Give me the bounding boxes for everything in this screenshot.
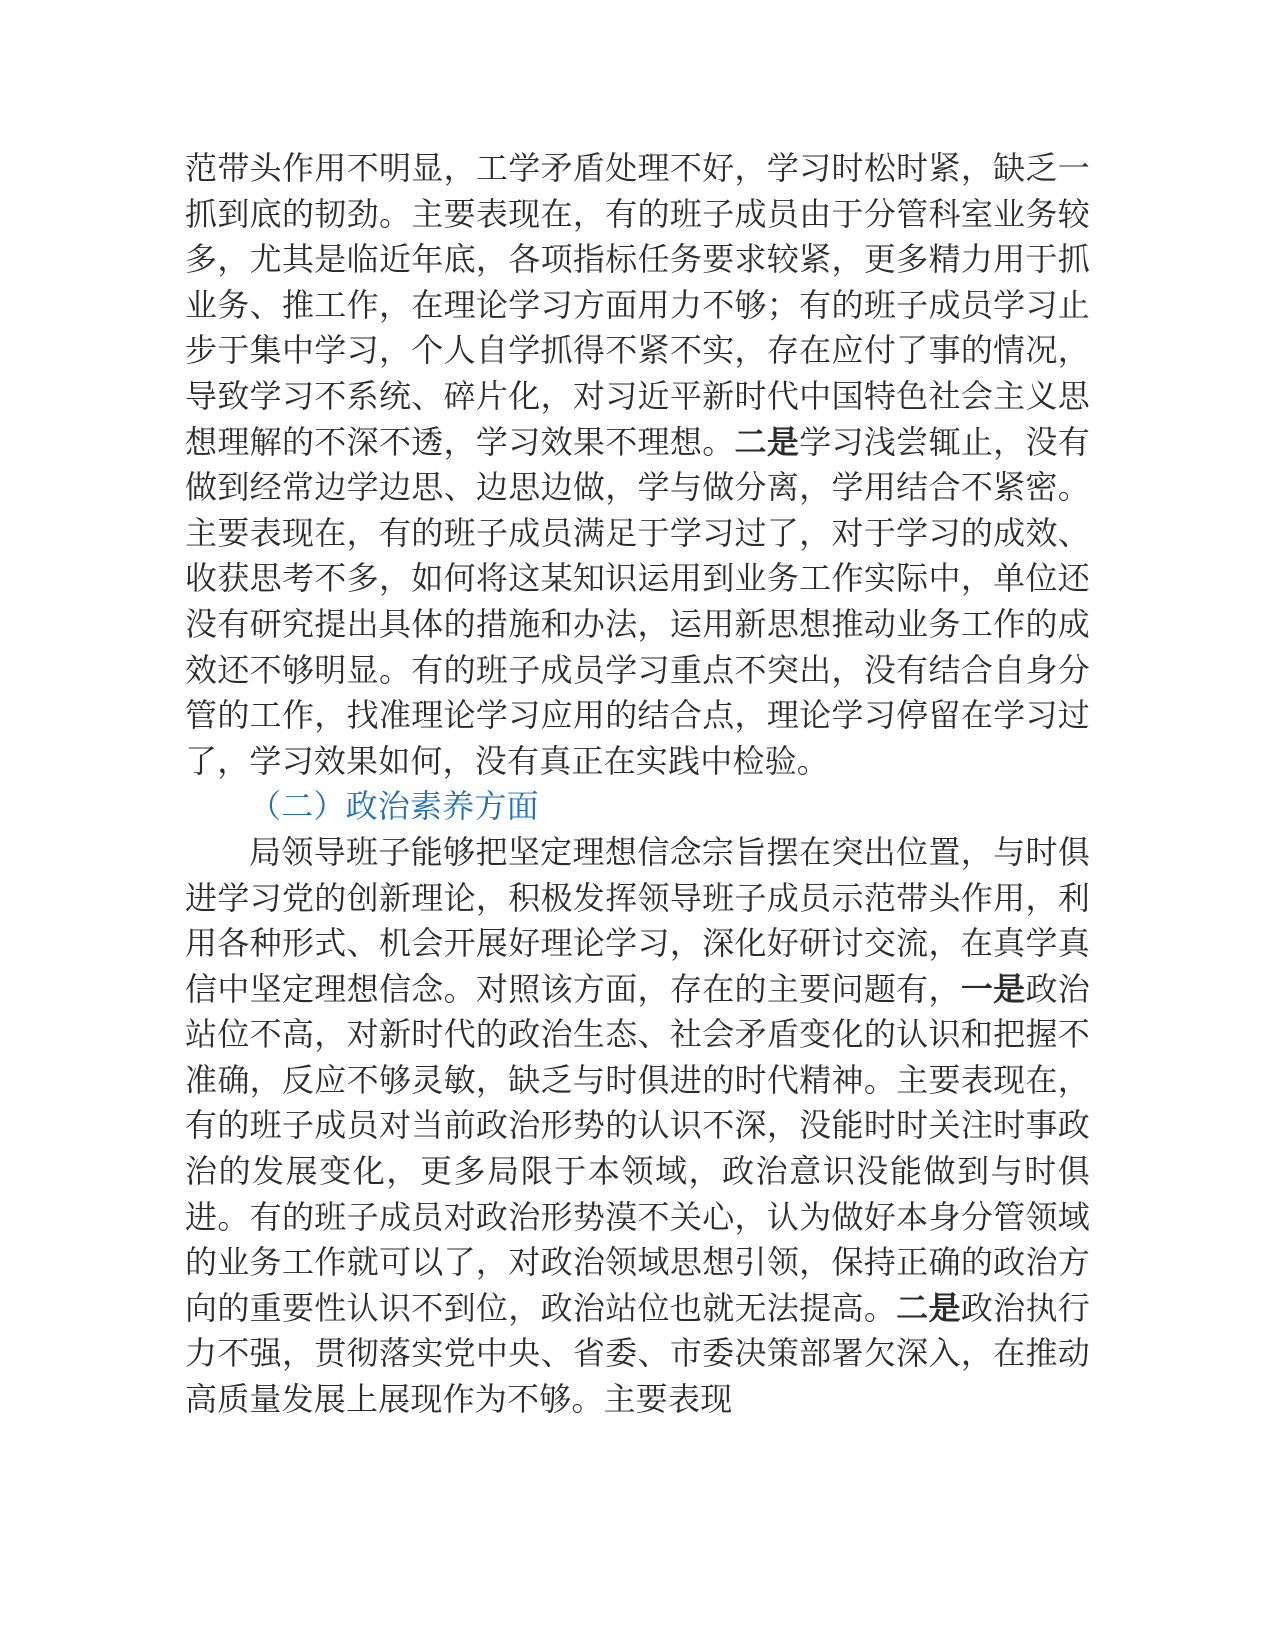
section-heading-political-literacy: （二）政治素养方面	[249, 787, 539, 826]
paragraph-political-literacy	[185, 830, 1090, 1423]
paragraph-text: 范带头作用不明显，工学矛盾处理不好，学习时松时紧，缺乏一抓到底的韧劲。主要表现在，有的班子成员由于分管科室业务较多，尤其是临近年底，各项指标任务要求较紧，更多精力用于抓业务、推工作，在理论学习方面用力不够；有的班子成员学习止步于集中学习，个人自学抓得不紧不实，存在应付了事的情况，导致学习不系统、碎片化，对习近平新时代中国特色社会主义思想理解的不深不透，学习效果不理想。	[185, 149, 1090, 461]
paragraph-text: 政治执行力不强，贯彻落实党中央、省委、市委决策部署欠深入，在推动高质量发展上展现作为不够。主要表现	[185, 1288, 1090, 1419]
paragraph-text: 局领导班子能够把坚定理想信念宗旨摆在突出位置，与时俱进学习党的创新理论，积极发挥领导班子成员示范带头作用，利用各种形式、机会开展好理论学习，深化好研讨交流，在真学真信中坚定理想信念。对照该方面，存在的主要问题有，	[185, 832, 1090, 1008]
paragraph-study-issues	[185, 146, 1090, 784]
paragraph-text: 政治站位不高，对新时代的政治生态、社会矛盾变化的认识和把握不准确，反应不够灵敏，缺乏与时俱进的时代精神。主要表现在，有的班子成员对当前政治形势的认识不深，没能时时关注时事政治的发展变化，更多局限于本领域，政治意识没能做到与时俱进。有的班子成员对政治形势漠不关心，认为做好本身分管领域的业务工作就可以了，对政治领域思想引领，保持正确的政治方向的重要性认识不到位，政治站位也就无法提高。	[185, 969, 1090, 1327]
document-body	[185, 146, 1090, 1423]
keyword-first: 一是	[960, 969, 1026, 1008]
keyword-second: 二是	[734, 422, 800, 461]
keyword-second: 二是	[896, 1288, 961, 1327]
paragraph-text: 学习浅尝辄止，没有做到经常边学边思、边思边做，学与做分离，学用结合不紧密。主要表现在，有的班子成员满足于学习过了，对于学习的成效、收获思考不多，如何将这某知识运用到业务工作实际中，单位还没有研究提出具体的措施和办法，运用新思想推动业务工作的成效还不够明显。有的班子成员学习重点不突出，没有结合自身分管的工作，找准理论学习应用的结合点，理论学习停留在学习过了，学习效果如何，没有真正在实践中检验。	[185, 422, 1090, 780]
